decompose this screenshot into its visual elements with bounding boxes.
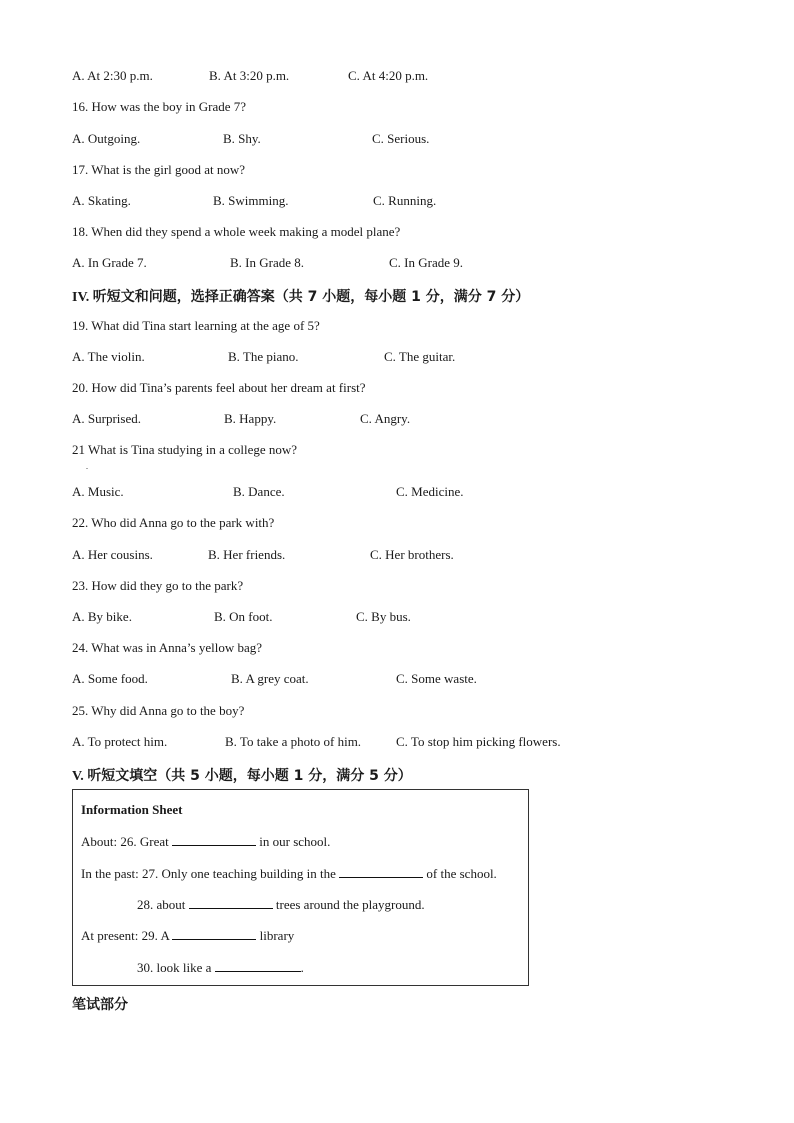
blank-29[interactable] [172,927,256,940]
question-22: 22. Who did Anna go to the park with? [72,515,275,530]
blank-27[interactable] [339,865,423,878]
option-b: B. Swimming. [213,193,289,208]
option-c: C. In Grade 9. [389,255,464,270]
question-17: 17. What is the girl good at now? [72,162,246,177]
option-b: B. Happy. [224,411,277,426]
blank-28[interactable] [189,896,273,909]
option-a: A. At 2:30 p.m. [72,68,153,83]
option-b: B. On foot. [214,609,273,624]
info-sheet-title: Information Sheet [81,802,183,817]
information-sheet [72,789,529,986]
written-part-heading: 笔试部分 [72,997,128,1013]
section-number: IV. [72,290,90,305]
question-18: 18. When did they spend a whole week making a model plane? [72,224,401,239]
option-a: A. Some food. [72,671,148,686]
question-19: 19. What did Tina start learning at the age of 5? [72,318,320,333]
option-a: A. Skating. [72,193,131,208]
question-25: 25. Why did Anna go to the boy? [72,703,245,718]
info-row-28 [137,896,425,913]
question-24: 24. What was in Anna’s yellow bag? [72,640,263,655]
option-c: C. Some waste. [396,671,477,686]
section-heading-iv [72,286,529,306]
option-c: C. Serious. [372,131,430,146]
info-row-30 [137,959,304,976]
past-label: In the past: [81,866,139,881]
option-b: B. To take a photo of him. [225,734,362,749]
q26-prefix: 26. Great [120,834,169,849]
option-b: B. Shy. [223,131,261,146]
option-c: C. By bus. [356,609,411,624]
option-a: A. Surprised. [72,411,141,426]
question-21: 21 What is Tina studying in a college now? [72,442,298,457]
q29-prefix: 29. A [141,928,170,943]
option-b: B. Dance. [233,484,285,499]
option-a: A. Her cousins. [72,547,153,562]
info-row-29 [81,927,294,944]
option-a: A. To protect him. [72,734,168,749]
section-heading-v [72,765,412,785]
about-label: About: [81,834,118,849]
section-title: 听短文和问题，选择正确答案（共 7 小题，每小题 1 分，满分 7 分） [92,289,530,305]
option-c: C. At 4:20 p.m. [348,68,429,83]
q30-prefix: 30. look like a [137,960,212,975]
option-c: C. Her brothers. [370,547,454,562]
section-title: 听短文填空（共 5 小题，每小题 1 分，满分 5 分） [87,768,412,784]
option-c: C. Medicine. [396,484,464,499]
question-20: 20. How did Tina’s parents feel about her dream at first? [72,380,366,395]
option-a: A. In Grade 7. [72,255,147,270]
option-b: B. Her friends. [208,547,286,562]
q28-prefix: 28. about [137,897,186,912]
q26-suffix: in our school. [259,834,331,849]
stray-mark: . [86,462,88,471]
option-a: A. By bike. [72,609,132,624]
option-c: C. To stop him picking flowers. [396,734,561,749]
q29-suffix: library [259,928,295,943]
present-label: At present: [81,928,139,943]
q27-prefix: 27. Only one teaching building in the [142,866,336,881]
option-b: B. The piano. [228,349,299,364]
option-a: A. Outgoing. [72,131,141,146]
q30-suffix: . [300,960,304,975]
info-row-26 [81,833,330,850]
question-16: 16. How was the boy in Grade 7? [72,99,247,114]
info-row-27 [81,865,497,882]
option-c: C. Angry. [360,411,411,426]
q27-suffix: of the school. [426,866,497,881]
option-b: B. At 3:20 p.m. [209,68,290,83]
blank-30[interactable] [215,959,301,972]
option-b: B. A grey coat. [231,671,309,686]
q28-suffix: trees around the playground. [275,897,425,912]
section-number: V. [72,769,84,784]
question-23: 23. How did they go to the park? [72,578,244,593]
option-c: C. Running. [373,193,437,208]
option-c: C. The guitar. [384,349,456,364]
option-b: B. In Grade 8. [230,255,305,270]
option-a: A. The violin. [72,349,145,364]
option-a: A. Music. [72,484,124,499]
blank-26[interactable] [172,833,256,846]
